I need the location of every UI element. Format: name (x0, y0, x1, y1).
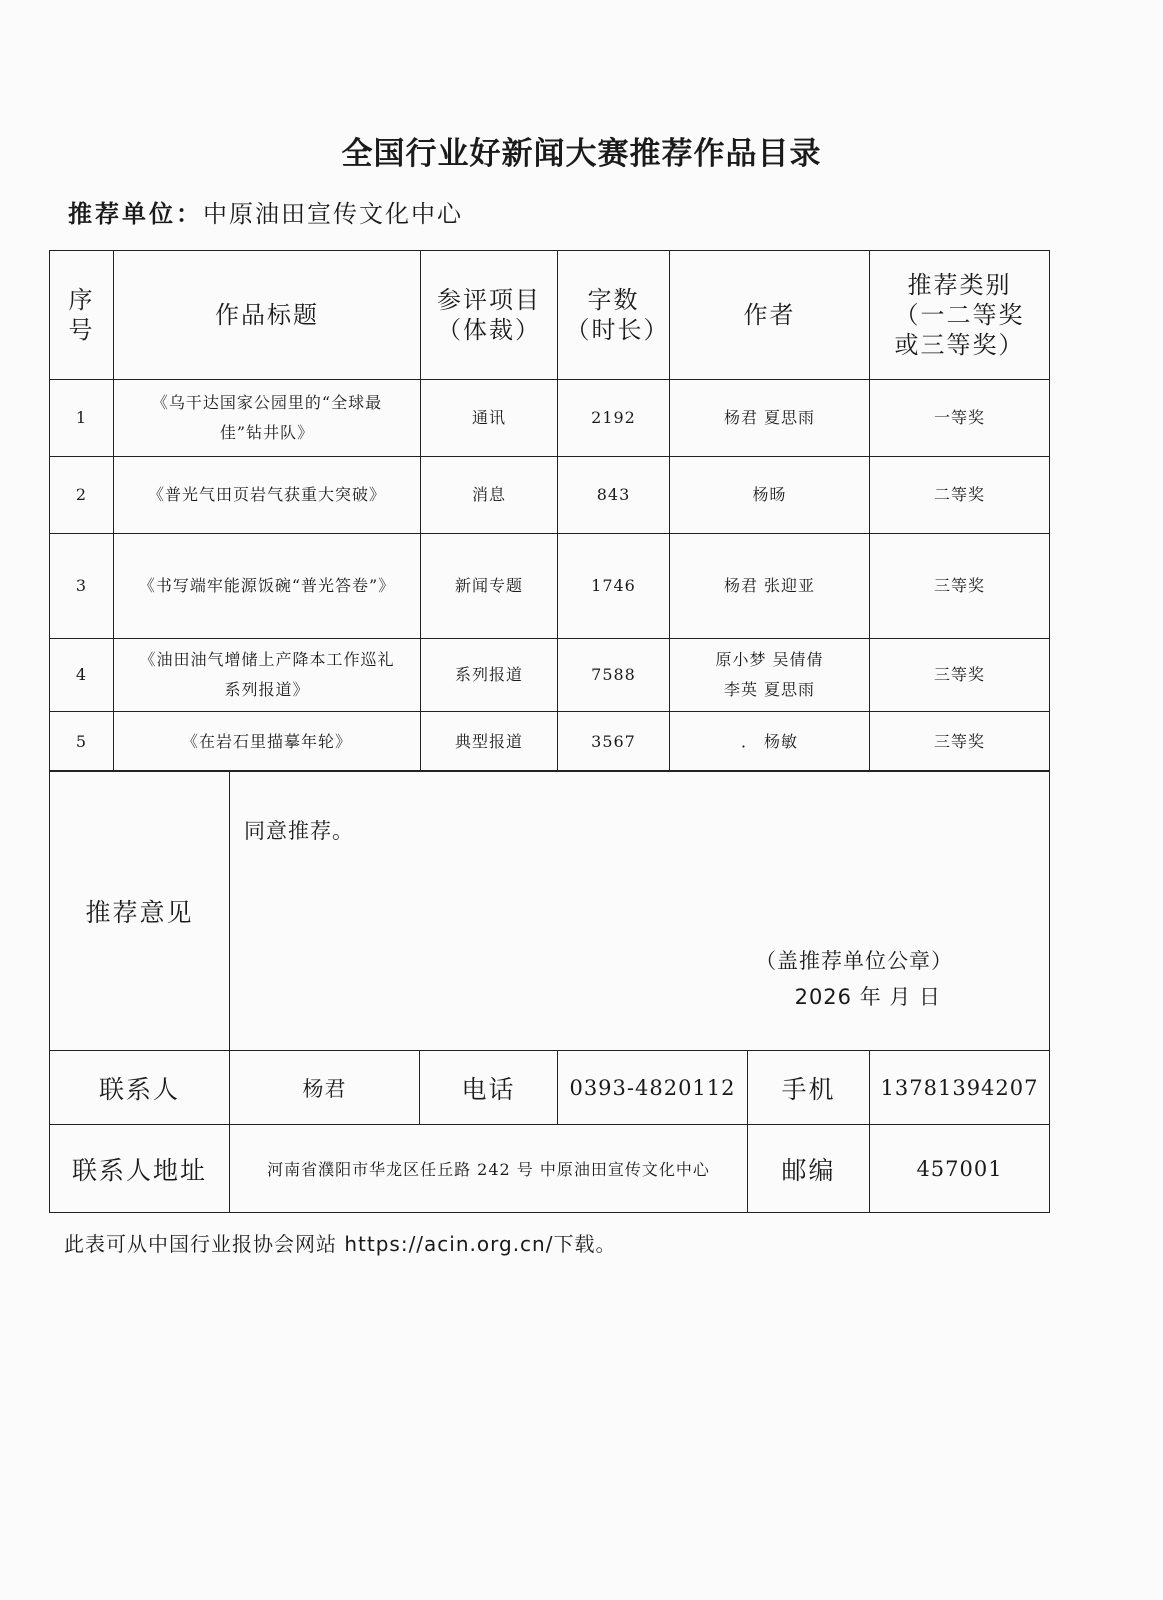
opinion-cell (230, 771, 1050, 1051)
row-title: 《油田油气增储上产降本工作巡礼系列报道》 (114, 639, 421, 712)
row-award: 二等奖 (870, 457, 1050, 534)
row-author: 原小梦 吴倩倩 李英 夏思雨 (670, 639, 870, 712)
address-row (50, 1125, 1050, 1213)
header-length: 字数（时长） (558, 251, 670, 380)
row-length: 2192 (558, 380, 670, 457)
table-row (50, 380, 1050, 457)
postcode-value: 457001 (870, 1125, 1050, 1213)
phone-value: 0393-4820112 (558, 1051, 748, 1125)
phone-label: 电话 (420, 1051, 558, 1125)
row-seq: 4 (50, 639, 114, 712)
contact-person-label: 联系人 (50, 1051, 230, 1125)
table-row (50, 534, 1050, 639)
opinion-date: 2026 年 月 日 (794, 985, 942, 1009)
row-category: 新闻专题 (421, 534, 558, 639)
seal-note: （盖推荐单位公章） (755, 949, 954, 973)
row-award: 三等奖 (870, 639, 1050, 712)
row-seq: 2 (50, 457, 114, 534)
row-length: 7588 (558, 639, 670, 712)
postcode-label: 邮编 (748, 1125, 870, 1213)
row-category: 消息 (421, 457, 558, 534)
row-title: 《书写端牢能源饭碗“普光答卷”》 (114, 534, 421, 639)
row-seq: 5 (50, 712, 114, 772)
address-value: 河南省濮阳市华龙区任丘路 242 号 中原油田宣传文化中心 (230, 1125, 748, 1213)
row-category: 典型报道 (421, 712, 558, 772)
header-author: 作者 (670, 251, 870, 380)
opinion-row (50, 771, 1050, 1051)
row-author: 杨君 张迎亚 (670, 534, 870, 639)
row-award: 三等奖 (870, 712, 1050, 772)
opinion-contact-table (49, 770, 1050, 1213)
row-author: ． 杨敏 (670, 712, 870, 772)
footnote: 此表可从中国行业报协会网站 https://acin.org.cn/下载。 (64, 1232, 617, 1256)
page-title: 全国行业好新闻大赛推荐作品目录 (341, 136, 822, 172)
table-header-row (50, 251, 1050, 380)
row-award: 一等奖 (870, 380, 1050, 457)
mobile-value: 13781394207 (870, 1051, 1050, 1125)
row-seq: 1 (50, 380, 114, 457)
opinion-text: 同意推荐。 (244, 819, 354, 843)
opinion-label: 推荐意见 (50, 771, 230, 1051)
contact-person-value: 杨君 (230, 1051, 420, 1125)
header-seq: 序号 (50, 251, 114, 380)
row-title: 《在岩石里描摹年轮》 (114, 712, 421, 772)
address-label: 联系人地址 (50, 1125, 230, 1213)
header-award: 推荐类别（一二等奖或三等奖） (870, 251, 1050, 380)
works-table (49, 250, 1050, 772)
table-row (50, 457, 1050, 534)
row-seq: 3 (50, 534, 114, 639)
recommender-label: 推荐单位： (68, 200, 203, 228)
row-author: 杨君 夏思雨 (670, 380, 870, 457)
table-row (50, 712, 1050, 772)
table-row (50, 639, 1050, 712)
header-title: 作品标题 (114, 251, 421, 380)
row-category: 通讯 (421, 380, 558, 457)
row-title: 《普光气田页岩气获重大突破》 (114, 457, 421, 534)
row-author: 杨旸 (670, 457, 870, 534)
row-length: 3567 (558, 712, 670, 772)
contact-row (50, 1051, 1050, 1125)
header-category: 参评项目（体裁） (421, 251, 558, 380)
row-length: 1746 (558, 534, 670, 639)
row-length: 843 (558, 457, 670, 534)
recommender-line (68, 194, 463, 229)
recommender-value: 中原油田宣传文化中心 (203, 200, 463, 228)
row-award: 三等奖 (870, 534, 1050, 639)
row-category: 系列报道 (421, 639, 558, 712)
mobile-label: 手机 (748, 1051, 870, 1125)
row-title: 《乌干达国家公园里的“全球最佳”钻井队》 (114, 380, 421, 457)
